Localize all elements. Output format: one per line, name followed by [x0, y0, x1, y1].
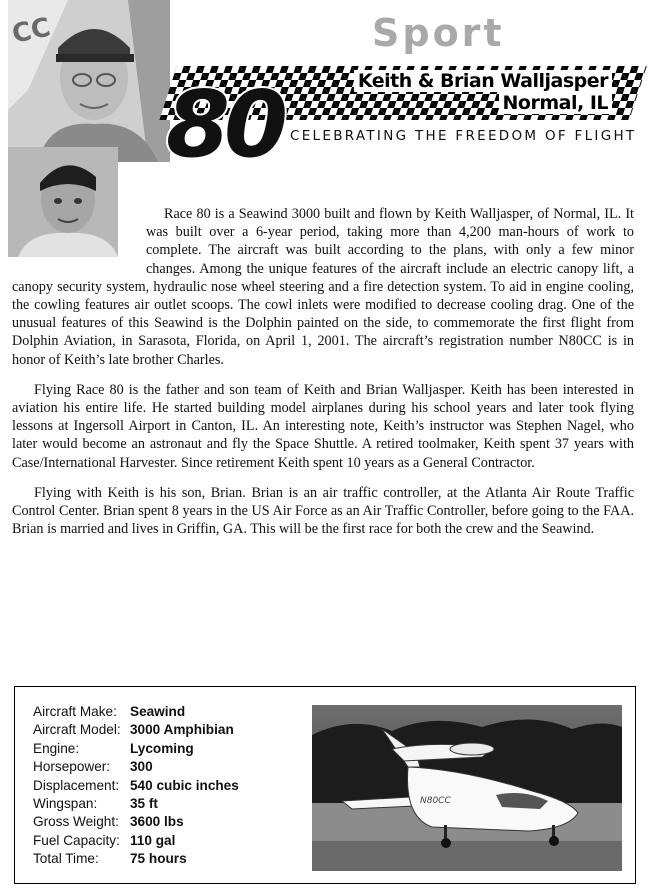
race-number: 80 [166, 71, 283, 170]
spec-row [33, 721, 239, 739]
spec-row [33, 703, 239, 721]
spec-row [33, 740, 239, 758]
aircraft-specs-box [14, 686, 636, 884]
article-paragraph: Flying with Keith is his son, Brian. Brian is an air traffic controller, at the Atlanta Air Route Traffic Control Center. Brian spent 8 years in the US Air Force as an Air Traffic Controller, before going to the FAA. Brian is married and lives in Griffin, GA. This will be the first race for both the crew and the Seawind. [12, 484, 634, 538]
keith-portrait-icon [8, 0, 170, 162]
article-paragraph: Race 80 is a Seawind 3000 built and flown by Keith Walljasper, of Normal, IL. It was built over a 6-year period, taking more than 4,200 man-hours of work to complete. The aircraft was built according to the plans, with only a few minor changes. Among the unique features of the aircraft include an electric canopy lift, a canopy security system, hydraulic nose wheel steering and a fire detection system. To aid in engine cooling, the cowling features air outlet scoops. The cowl inlets were modified to decrease cooling drag. One of the unusual features of this Seawind is the Dolphin painted on the side, to commemorate the first flight from Dolphin Aviation, in Sarasota, Florida, on April 1, 2001. The aircraft’s registration number N80CC is in honor of Keith’s late brother Charles. [12, 206, 634, 368]
tagline: CELEBRATING THE FREEDOM OF FLIGHT [290, 128, 637, 144]
svg-text:CC: CC [9, 12, 54, 50]
hometown: Normal, IL [499, 92, 612, 114]
seawind-aircraft-icon [312, 705, 622, 871]
section-title: Sport [372, 11, 505, 55]
spec-label: Engine: [33, 740, 80, 756]
spec-label: Total Time: [33, 851, 99, 867]
spec-label: Aircraft Model: [33, 722, 121, 738]
pilot-photo-keith [8, 0, 170, 162]
spec-value: 3600 lbs [130, 814, 184, 830]
spec-label: Aircraft Make: [33, 704, 117, 719]
spec-value: 300 [130, 759, 153, 775]
spec-value: 540 cubic inches [130, 777, 239, 793]
race-number-graphic [160, 70, 290, 170]
spec-value: 110 gal [130, 832, 176, 848]
spec-value: Lycoming [130, 740, 194, 756]
pilot-name-plate [300, 70, 620, 118]
spec-label: Wingspan: [33, 796, 98, 812]
spec-value: 75 hours [130, 851, 187, 867]
spec-row [33, 795, 239, 813]
spec-value: Seawind [130, 704, 186, 719]
spec-row [33, 850, 239, 868]
svg-text:N80CC: N80CC [420, 796, 451, 806]
spec-label: Fuel Capacity: [33, 832, 120, 848]
spec-row [33, 813, 239, 831]
spec-row [33, 758, 239, 776]
spec-row [33, 832, 239, 850]
spec-label: Gross Weight: [33, 814, 119, 830]
spec-row [33, 777, 239, 795]
aircraft-photo [312, 705, 622, 871]
article-body [12, 205, 634, 550]
spec-label: Displacement: [33, 777, 120, 793]
spec-label: Horsepower: [33, 759, 111, 775]
specs-table [33, 703, 239, 869]
spec-value: 3000 Amphibian [130, 722, 234, 738]
article-paragraph: Flying Race 80 is the father and son team of Keith and Brian Walljasper. Keith has been interested in aviation his entire life. He started building model airplanes during his school years and later took flying lessons at Ingersoll Airport in Canton, IL. An interesting note, Keith’s instructor was Stephen Nagel, who later would become an astronaut and fly the Space Shuttle. A retired toolmaker, Keith spent 37 years with Case/International Harvester. Since retirement Keith spent 10 years as a General Contractor. [12, 381, 634, 471]
pilot-names: Keith & Brian Walljasper [354, 70, 612, 92]
spec-value: 35 ft [130, 796, 158, 812]
